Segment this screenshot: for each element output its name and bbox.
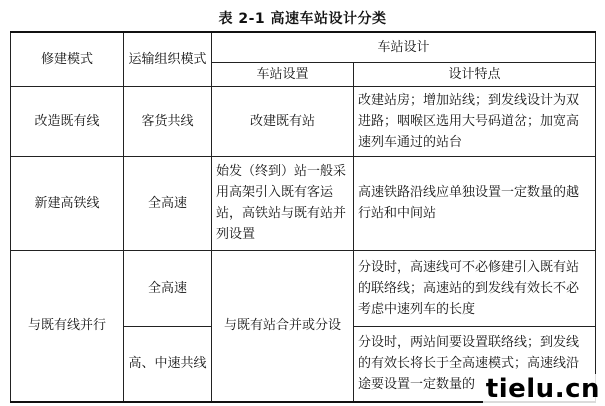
cell-mode: 新建高铁线 — [11, 156, 124, 250]
cell-features: 高速铁路沿线应单独设置一定数量的越行站和中间站 — [354, 156, 596, 250]
table-caption: 表 2-1 高速车站设计分类 — [218, 11, 387, 27]
cell-setup: 改建既有站 — [212, 86, 354, 156]
cell-org: 全高速 — [124, 156, 212, 250]
cell-mode: 改造既有线 — [11, 86, 124, 156]
header-mode: 修建模式 — [11, 32, 124, 86]
cell-org: 全高速 — [124, 250, 212, 326]
cell-features: 分设时，两站间要设置联络线；到发线的有效长将长于全高速模式；高速线沿途要设置一定数量的 — [354, 326, 596, 402]
cell-org: 高、中速共线 — [124, 326, 212, 402]
header-org: 运输组织模式 — [124, 32, 212, 86]
table-row — [11, 250, 596, 326]
header-row-1 — [11, 32, 596, 62]
cell-org: 客货共线 — [124, 86, 212, 156]
station-design-table — [10, 31, 596, 403]
header-station-design: 车站设计 — [212, 32, 596, 62]
cell-mode: 与既有线并行 — [11, 250, 124, 402]
header-design-features: 设计特点 — [354, 62, 596, 86]
header-station-setup: 车站设置 — [212, 62, 354, 86]
table-row — [11, 156, 596, 250]
cell-features: 分设时，高速线可不必修建引入既有站的联络线；高速站的到发线有效长不必考虑中速列车的长度 — [354, 250, 596, 326]
table-row — [11, 86, 596, 156]
cell-setup: 始发（终到）站一般采用高架引入既有客运站，高铁站与既有站并列设置 — [212, 156, 354, 250]
watermark-logo: tielu.cn — [483, 374, 603, 404]
cell-setup: 与既有站合并或分设 — [212, 250, 354, 402]
cell-features: 改建站房；增加站线；到发线设计为双进路；咽喉区选用大号码道岔；加宽高速列车通过的站台 — [354, 86, 596, 156]
